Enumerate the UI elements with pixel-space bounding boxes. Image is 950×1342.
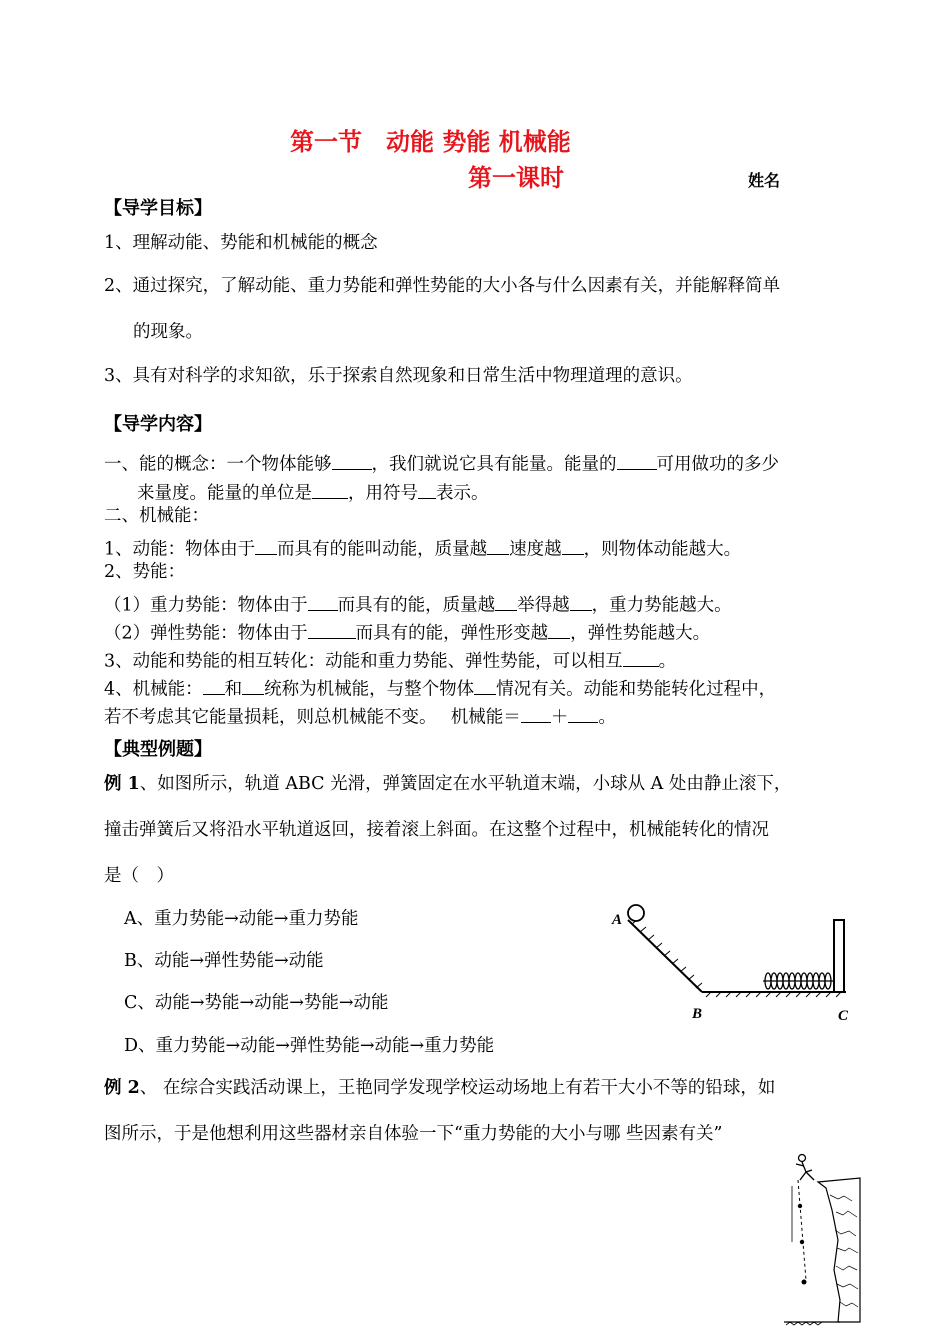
blank xyxy=(570,592,592,611)
concept-line-1: 一、能的概念：一个物体能够 ，我们就说它具有能量。能量的 可用做功的多少 xyxy=(104,451,779,474)
blank xyxy=(617,451,657,470)
blank xyxy=(474,676,496,695)
ball xyxy=(628,905,644,921)
example-1-line-2: 撞击弹簧后又将沿水平轨道返回，接着滚上斜面。在这整个过程中，机械能转化的情况 xyxy=(104,820,769,840)
examples-heading: 【典型例题】 xyxy=(104,739,212,760)
goal-item: 的现象。 xyxy=(133,322,203,342)
blank xyxy=(521,704,551,723)
option-b: B、动能→弹性势能→动能 xyxy=(124,951,324,971)
track-figure xyxy=(608,898,858,1028)
blank xyxy=(203,676,225,695)
content-heading: 【导学内容】 xyxy=(104,414,212,435)
blank xyxy=(308,592,338,611)
label-b: B xyxy=(692,1006,703,1022)
blank xyxy=(487,536,509,555)
label-a: A xyxy=(612,912,623,928)
example-1-line-3: 是（ ） xyxy=(104,866,174,886)
elastic-line: （2）弹性势能：物体由于 而具有的能，弹性形变越 ，弹性势能越大。 xyxy=(104,620,710,643)
option-a: A、重力势能→动能→重力势能 xyxy=(124,909,359,929)
blank xyxy=(332,451,372,470)
blank xyxy=(562,536,584,555)
name-label: 姓名 xyxy=(748,171,781,190)
conversion-line: 3、动能和势能的相互转化：动能和重力势能、弹性势能，可以相互 。 xyxy=(104,648,676,671)
blank xyxy=(495,592,517,611)
mechanical-line-1: 4、机械能： 和 统称为机械能，与整个物体 情况有关。动能和势能转化过程中， xyxy=(104,676,776,699)
blank xyxy=(255,536,277,555)
gravity-line: （1）重力势能：物体由于 而具有的能，质量越 举得越 ，重力势能越大。 xyxy=(104,592,732,615)
blank xyxy=(242,676,264,695)
blank xyxy=(568,704,598,723)
blank xyxy=(418,480,436,499)
example-2-line-1: 例 2、 在综合实践活动课上，王艳同学发现学校运动场地上有若干大小不等的铅球，如 xyxy=(104,1078,776,1098)
mechanical-line-2: 若不考虑其它能量损耗，则总机械能不变。 机械能＝ ＋ 。 xyxy=(104,704,616,727)
goal-item: 3、具有对科学的求知欲，乐于探索自然现象和日常生活中物理道理的意识。 xyxy=(104,366,693,386)
spring xyxy=(763,973,834,989)
example-1-line-1: 例 1、如图所示，轨道 ABC 光滑，弹簧固定在水平轨道末端，小球从 A 处由静止滚下， xyxy=(104,774,792,794)
cliff-figure xyxy=(780,1150,862,1330)
page-title: 第一节 动能 势能 机械能 xyxy=(290,128,571,156)
mech-energy-heading: 二、机械能： xyxy=(104,506,209,526)
page-subtitle: 第一课时 xyxy=(468,164,564,192)
blank xyxy=(623,648,659,667)
label-c: C xyxy=(838,1008,849,1024)
option-d: D、重力势能→动能→弹性势能→动能→重力势能 xyxy=(124,1036,495,1056)
goal-item: 2、通过探究，了解动能、重力势能和弹性势能的大小各与什么因素有关，并能解释简单 xyxy=(104,276,781,296)
kinetic-line: 1、动能：物体由于 而具有的能叫动能，质量越 速度越 ，则物体动能越大。 xyxy=(104,536,741,559)
goal-item: 1、理解动能、势能和机械能的概念 xyxy=(104,233,378,253)
person-icon xyxy=(796,1155,814,1181)
example-2-line-2: 图所示，于是他想利用这些器材亲自体验一下“重力势能的大小与哪 些因素有关” xyxy=(104,1124,723,1144)
concept-line-2: 来量度。能量的单位是 ，用符号 表示。 xyxy=(137,480,489,503)
blank xyxy=(548,620,570,639)
goals-heading: 【导学目标】 xyxy=(104,198,212,219)
blank xyxy=(312,480,348,499)
potential-heading: 2、势能： xyxy=(104,562,186,582)
blank xyxy=(308,620,356,639)
option-c: C、动能→势能→动能→势能→动能 xyxy=(124,993,389,1013)
